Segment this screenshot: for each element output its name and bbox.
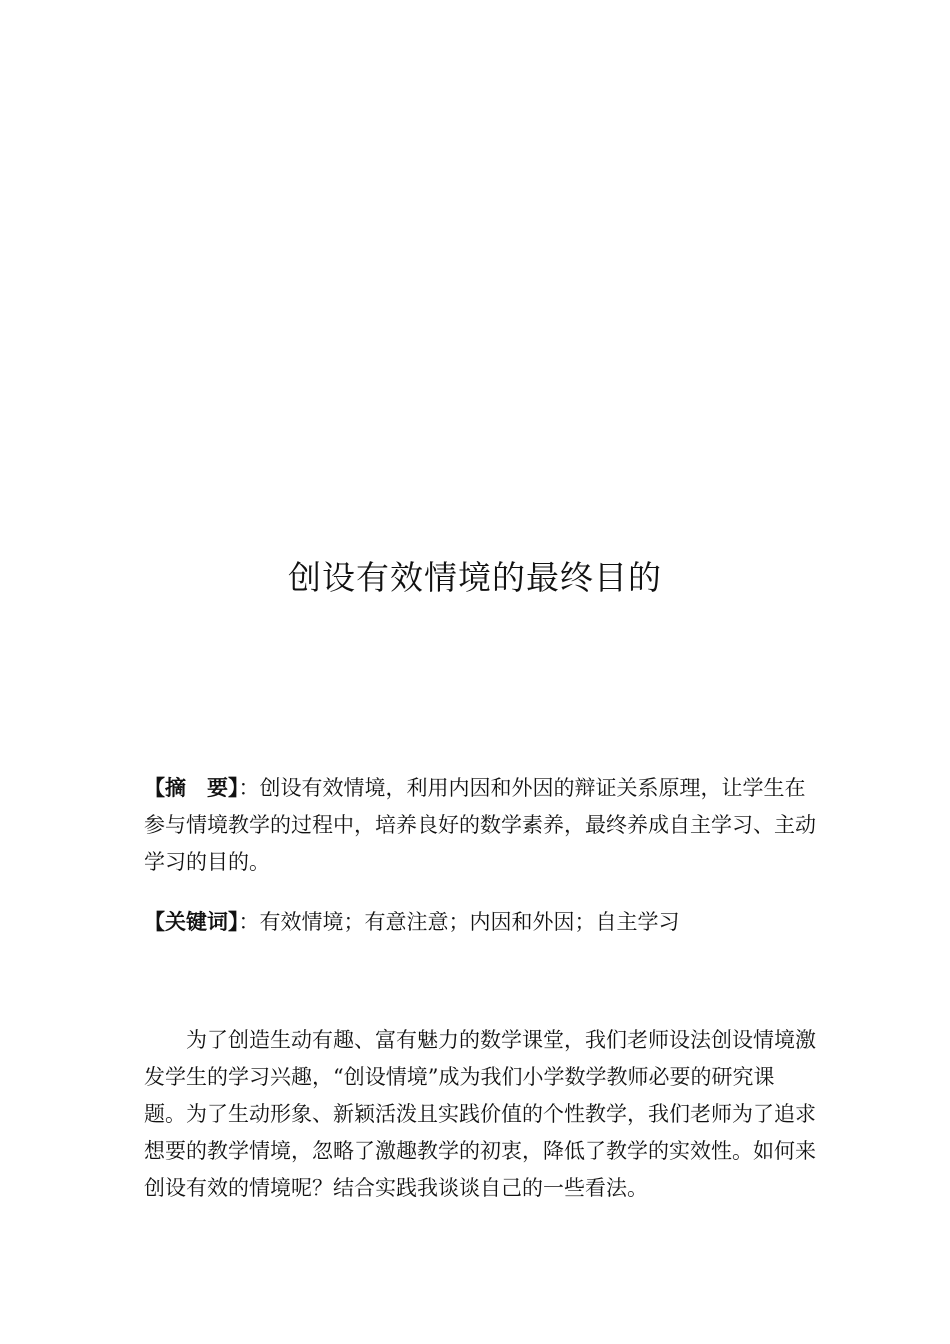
keywords-label: 【关键词】	[144, 910, 239, 934]
document-title: 创设有效情境的最终目的	[288, 558, 662, 597]
keywords-separator: ：	[238, 910, 260, 934]
body-paragraph: 为了创造生动有趣、富有魅力的数学课堂，我们老师设法创设情境激发学生的学习兴趣，“创设情境”成为我们小学数学教师必要的研究课题。为了生动形象、新颖活泼且实践价值的个性教学，我们老师为了追求想要的教学情境，忽略了激趣教学的初衷，降低了教学的实效性。如何来创设有效的情境呢？结合实践我谈谈自己的一些看法。	[144, 1028, 816, 1200]
keywords-text: 有效情境；有意注意；内因和外因；自主学习	[259, 910, 680, 934]
abstract-label: 【摘 要】	[144, 776, 239, 800]
abstract-paragraph	[144, 770, 816, 881]
keywords-paragraph	[144, 904, 816, 941]
abstract-separator: ：	[238, 776, 260, 800]
abstract-text: 创设有效情境，利用内因和外因的辩证关系原理，让学生在参与情境教学的过程中，培养良好的数学素养，最终养成自主学习、主动学习的目的。	[144, 776, 816, 874]
